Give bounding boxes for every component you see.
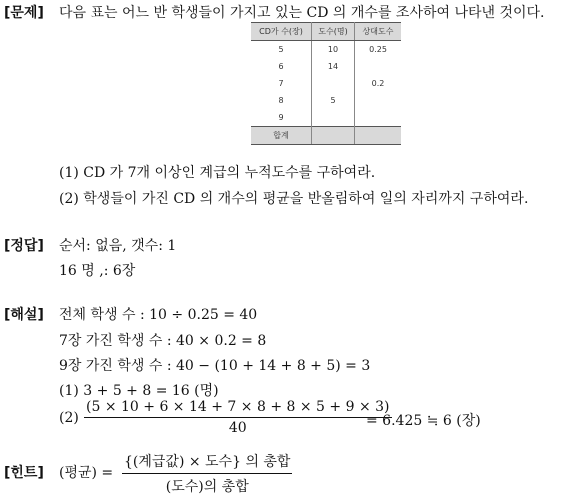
explanation-line-5-prefix: (2) — [59, 410, 79, 426]
mean-fraction — [84, 399, 392, 436]
table-cell: 0.2 — [371, 79, 385, 88]
table-row — [251, 41, 401, 59]
table-cell — [355, 109, 402, 127]
table-cell — [355, 58, 402, 75]
table-cell: 14 — [312, 58, 355, 75]
table-row — [251, 75, 401, 92]
answer-line-1: 순서: 없음, 갯수: 1 — [59, 238, 177, 254]
explanation-line-4: (1) 3 + 5 + 8 = 16 (명) — [59, 383, 219, 399]
question-2: (2) 학생들이 가진 CD 의 개수의 평균을 반올림하여 일의 자리까지 구하여라. — [59, 191, 529, 207]
table-header-cell: CD가 수(장) — [251, 23, 312, 41]
table-cell — [355, 127, 402, 145]
problem-text: 다음 표는 어느 반 학생들이 가지고 있는 CD 의 개수를 조사하여 나타낸 것이다. — [59, 5, 545, 21]
frequency-table — [251, 22, 401, 145]
table-cell — [312, 75, 355, 92]
hint-fraction — [122, 451, 292, 496]
mean-fraction-denominator: 40 — [228, 420, 247, 436]
table-cell: 9 — [251, 109, 312, 127]
table-cell — [355, 92, 402, 109]
table-header-cell: 도수(명) — [312, 23, 355, 41]
table-cell — [312, 109, 355, 127]
table-header-row — [251, 23, 401, 41]
table-cell — [312, 127, 355, 145]
answer-line-2: 16 명 ,: 6장 — [59, 263, 136, 279]
mean-result: = 6.425 ≒ 6 (장) — [366, 413, 481, 429]
table-cell: 8 — [251, 92, 312, 109]
answer-label: [정답] — [4, 238, 44, 254]
table-header-cell: 상대도수 — [355, 23, 402, 41]
explanation-line-2: 7장 가진 학생 수 : 40 × 0.2 = 8 — [59, 333, 267, 349]
table-total-label: 합계 — [251, 127, 312, 145]
hint-fraction-denominator: (도수)의 총합 — [165, 479, 249, 495]
table-cell: 10 — [312, 41, 355, 59]
table-total-row — [251, 127, 401, 145]
explanation-line-1: 전체 학생 수 : 10 ÷ 0.25 = 40 — [59, 307, 258, 323]
hint-label: [힌트] — [4, 465, 44, 481]
table-cell: 6 — [251, 58, 312, 75]
hint-prefix: (평균) = — [59, 465, 114, 481]
explanation-line-3: 9장 가진 학생 수 : 40 − (10 + 14 + 8 + 5) = 3 — [59, 358, 371, 374]
question-1: (1) CD 가 7개 이상인 계급의 누적도수를 구하여라. — [59, 165, 376, 181]
problem-label: [문제] — [4, 5, 44, 21]
table-cell: 5 — [251, 41, 312, 59]
mean-fraction-numerator: (5 × 10 + 6 × 14 + 7 × 8 + 8 × 5 + 9 × 3) — [84, 399, 392, 418]
hint-fraction-numerator: {(계급값) × 도수} 의 총합 — [122, 451, 292, 474]
table-cell: 7 — [251, 75, 312, 92]
table-cell: 0.25 — [369, 45, 387, 54]
table-row — [251, 92, 401, 109]
table-cell: 5 — [312, 92, 355, 109]
table-row — [251, 109, 401, 127]
explanation-label: [해설] — [4, 307, 44, 323]
table-row — [251, 58, 401, 75]
